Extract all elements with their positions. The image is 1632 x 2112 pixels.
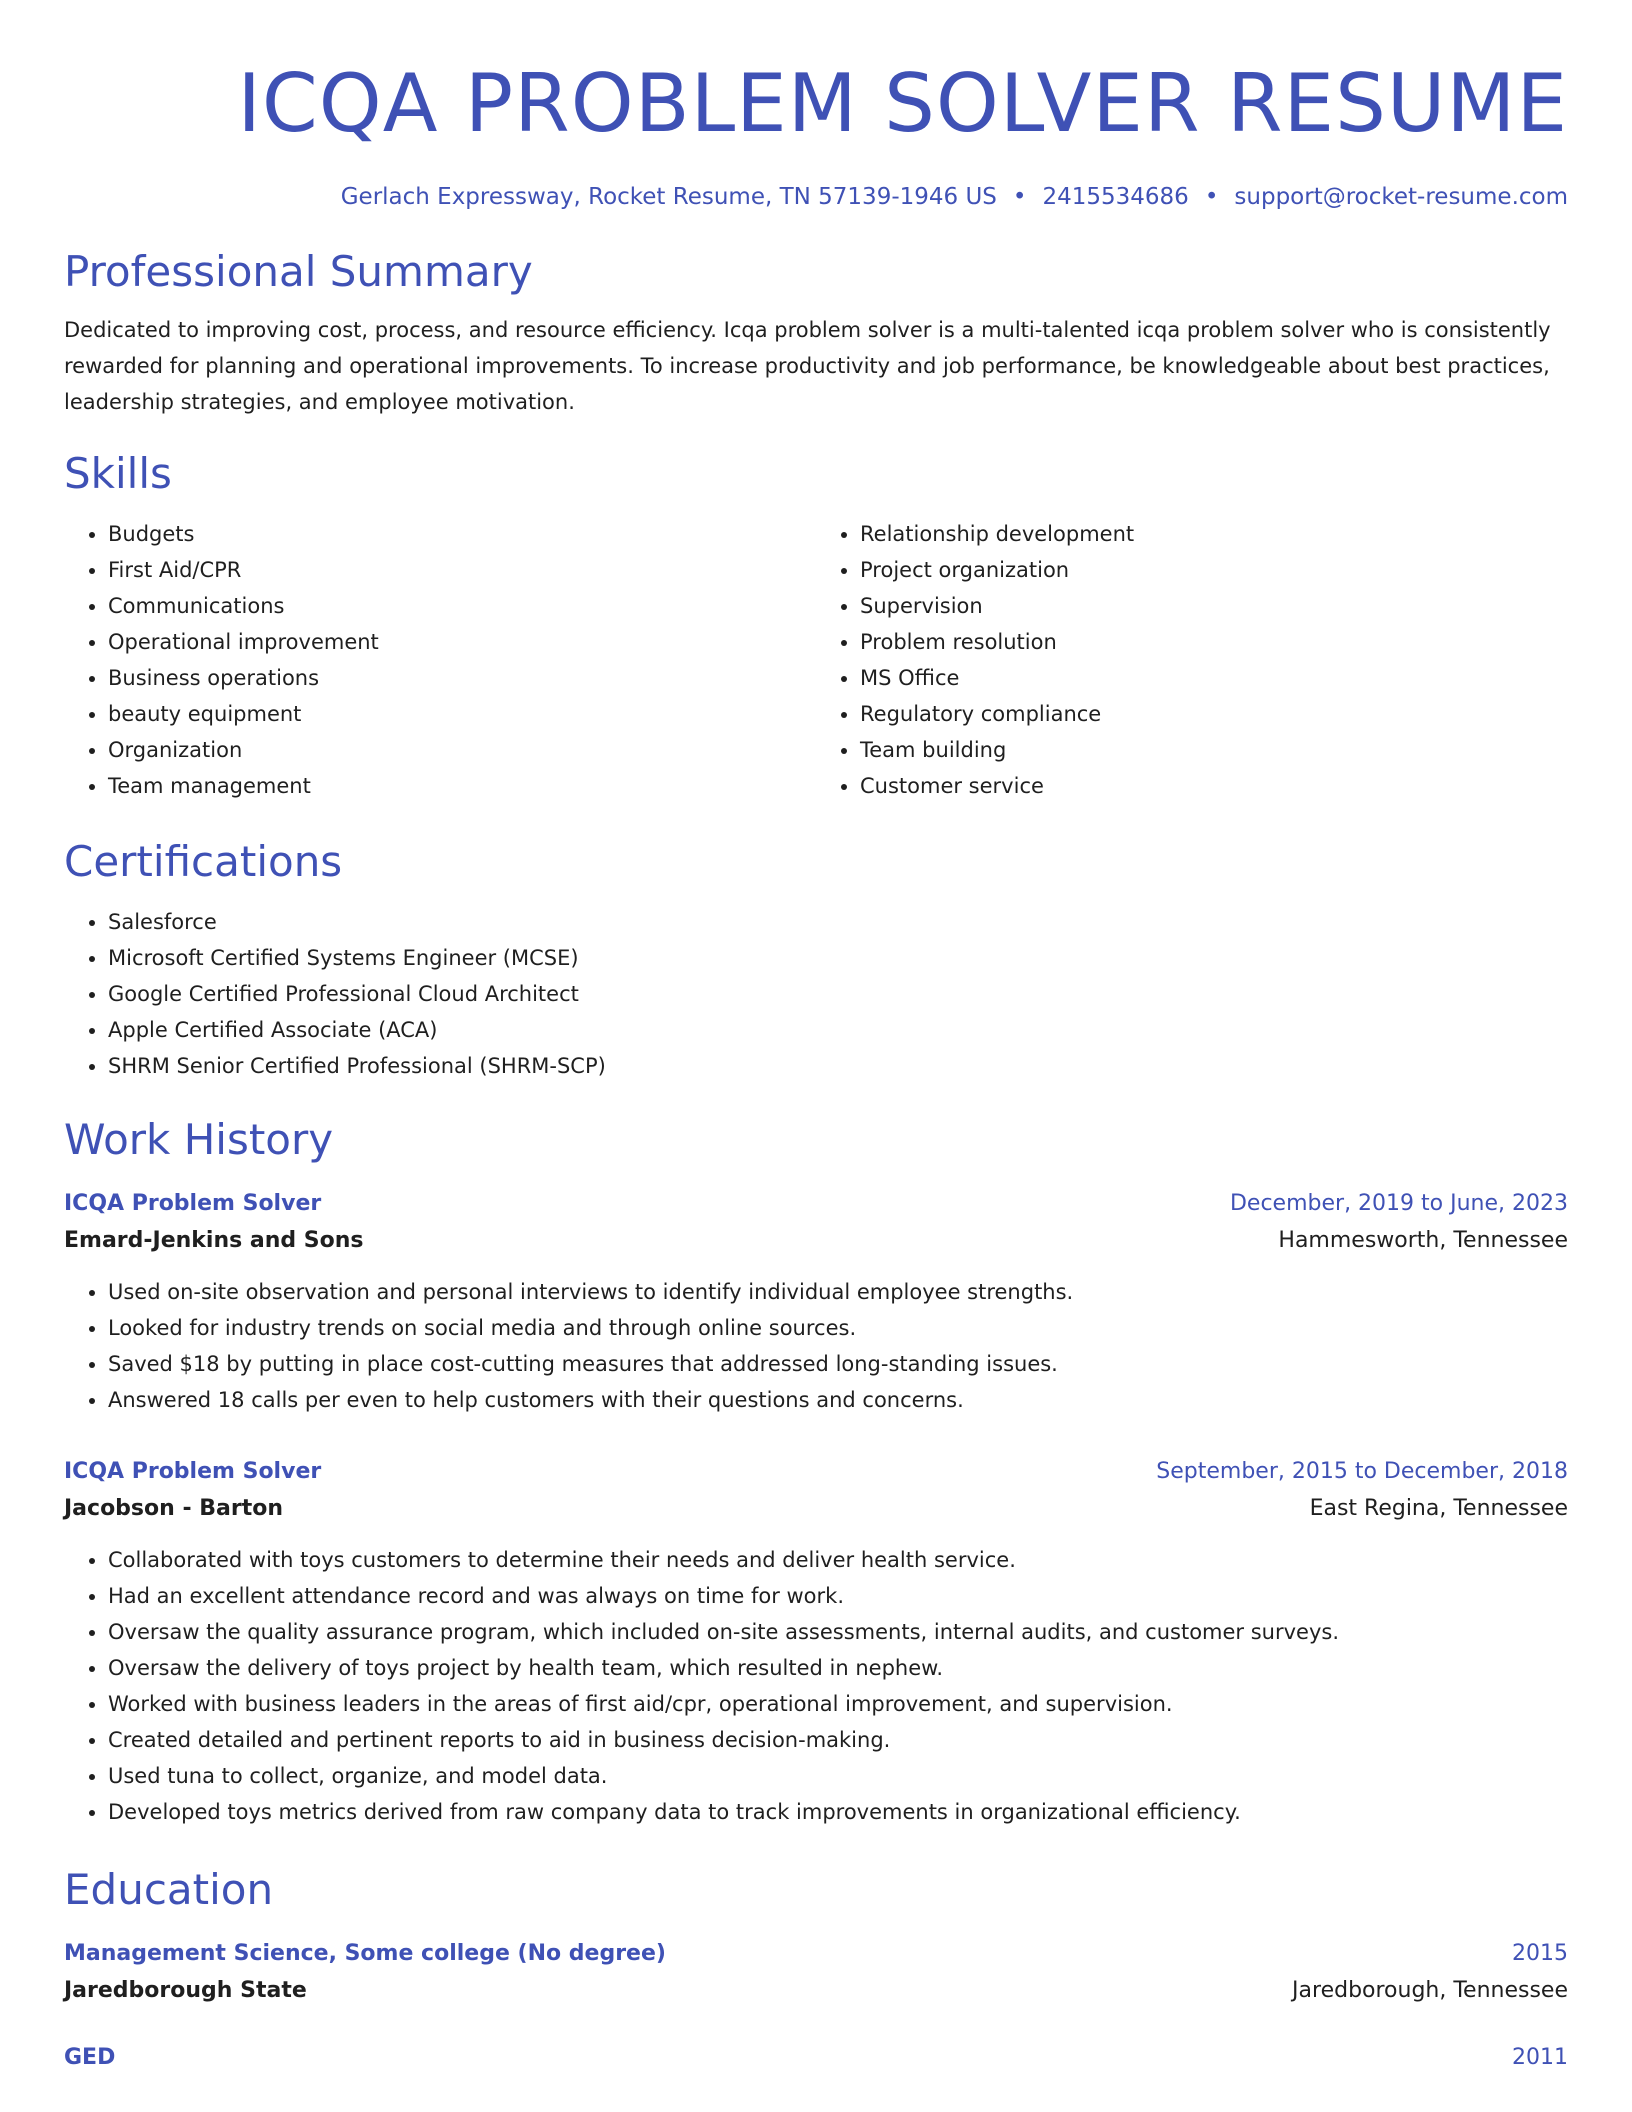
skills-column-right [816,516,1568,804]
certifications-list [64,904,1568,1084]
certification-item: • Apple Certified Associate (ACA) [108,1012,1568,1048]
skills-list [64,516,1568,804]
job-role: ICQA Problem Solver [64,1191,322,1216]
education-year: 2015 [1512,1941,1568,1966]
skill-item: • Supervision [860,588,1568,624]
education-degree: Management Science, Some college (No degree) [64,1941,666,1966]
skill-item: • Team management [108,768,816,804]
summary-text: Dedicated to improving cost, process, and resource efficiency. Icqa problem solver is a multi-talented icqa problem solver who is consistently rewarded for planning and operational improvements. To increase productivity and job performance, be knowledgeable about best practices, leadership strategies, and employee motivation. [64,318,1551,414]
skill-item: • Budgets [108,516,816,552]
education-degree: GED [64,2045,116,2070]
education-school: Jaredborough State [64,1978,307,2003]
skill-item: • beauty equipment [108,696,816,732]
job-bullet: • Collaborated with toys customers to determine their needs and deliver health service. [108,1542,1568,1578]
certification-item: • Salesforce [108,904,1568,940]
education-location: Jaredborough, Tennessee [1292,1978,1568,2003]
skill-item: • Organization [108,732,816,768]
job-company: Jacobson - Barton [64,1496,284,1521]
job-dates: September, 2015 to December, 2018 [1156,1459,1568,1484]
job-location: East Regina, Tennessee [1309,1496,1568,1521]
skill-item: • Team building [860,732,1568,768]
job-bullet: • Oversaw the delivery of toys project by health team, which resulted in nephew. [108,1650,1568,1686]
skills-heading: Skills [64,449,172,498]
skill-item: • Business operations [108,660,816,696]
job-entry [64,1186,1568,1418]
resume-title: ICQA PROBLEM SOLVER RESUME [237,57,1568,150]
skill-item: • MS Office [860,660,1568,696]
job-bullet: • Had an excellent attendance record and was always on time for work. [108,1578,1568,1614]
resume-header [64,0,1568,212]
contact-phone: 2415534686 [1042,184,1189,210]
job-entry [64,1454,1568,1830]
job-bullet: • Used on-site observation and personal interviews to identify individual employee strengths. [108,1274,1568,1310]
job-location: Hammesworth, Tennessee [1278,1228,1568,1253]
certification-item: • SHRM Senior Certified Professional (SHRM-SCP) [108,1048,1568,1084]
certification-item: • Microsoft Certified Systems Engineer (MCSE) [108,940,1568,976]
contact-email: support@rocket-resume.com [1234,184,1568,210]
education-year: 2011 [1512,2045,1568,2070]
job-bullet: • Created detailed and pertinent reports to aid in business decision-making. [108,1722,1568,1758]
job-role: ICQA Problem Solver [64,1459,322,1484]
job-bullet: • Worked with business leaders in the areas of first aid/cpr, operational improvement, and supervision. [108,1686,1568,1722]
job-dates: December, 2019 to June, 2023 [1229,1191,1568,1216]
contact-address: Gerlach Expressway, Rocket Resume, TN 57139-1946 US [340,184,997,210]
skill-item: • Project organization [860,552,1568,588]
job-bullet: • Saved $18 by putting in place cost-cutting measures that addressed long-standing issues. [108,1346,1568,1382]
education-heading: Education [64,1865,274,1914]
resume-page [64,0,1568,2076]
contact-separator: • [1204,184,1219,210]
skill-item: • Customer service [860,768,1568,804]
job-bullets [64,1274,1568,1418]
job-bullets [64,1542,1568,1830]
education-entry [64,2040,1568,2076]
certifications-heading: Certifications [64,837,343,886]
contact-line [64,182,1568,212]
job-bullet: • Looked for industry trends on social media and through online sources. [108,1310,1568,1346]
skill-item: • Communications [108,588,816,624]
job-company: Emard-Jenkins and Sons [64,1228,364,1253]
skill-item: • Regulatory compliance [860,696,1568,732]
job-bullet: • Answered 18 calls per even to help customers with their questions and concerns. [108,1382,1568,1418]
skill-item: • Problem resolution [860,624,1568,660]
education-entry [64,1936,1568,2010]
skill-item: • Relationship development [860,516,1568,552]
job-bullet: • Developed toys metrics derived from raw company data to track improvements in organizational efficiency. [108,1794,1568,1830]
certification-item: • Google Certified Professional Cloud Architect [108,976,1568,1012]
skill-item: • Operational improvement [108,624,816,660]
contact-separator: • [1012,184,1027,210]
job-bullet: • Oversaw the quality assurance program, which included on-site assessments, internal audits, and customer surveys. [108,1614,1568,1650]
work-history-heading: Work History [64,1115,334,1164]
summary-heading: Professional Summary [64,247,533,296]
job-bullet: • Used tuna to collect, organize, and model data. [108,1758,1568,1794]
skill-item: • First Aid/CPR [108,552,816,588]
skills-column-left [64,516,816,804]
